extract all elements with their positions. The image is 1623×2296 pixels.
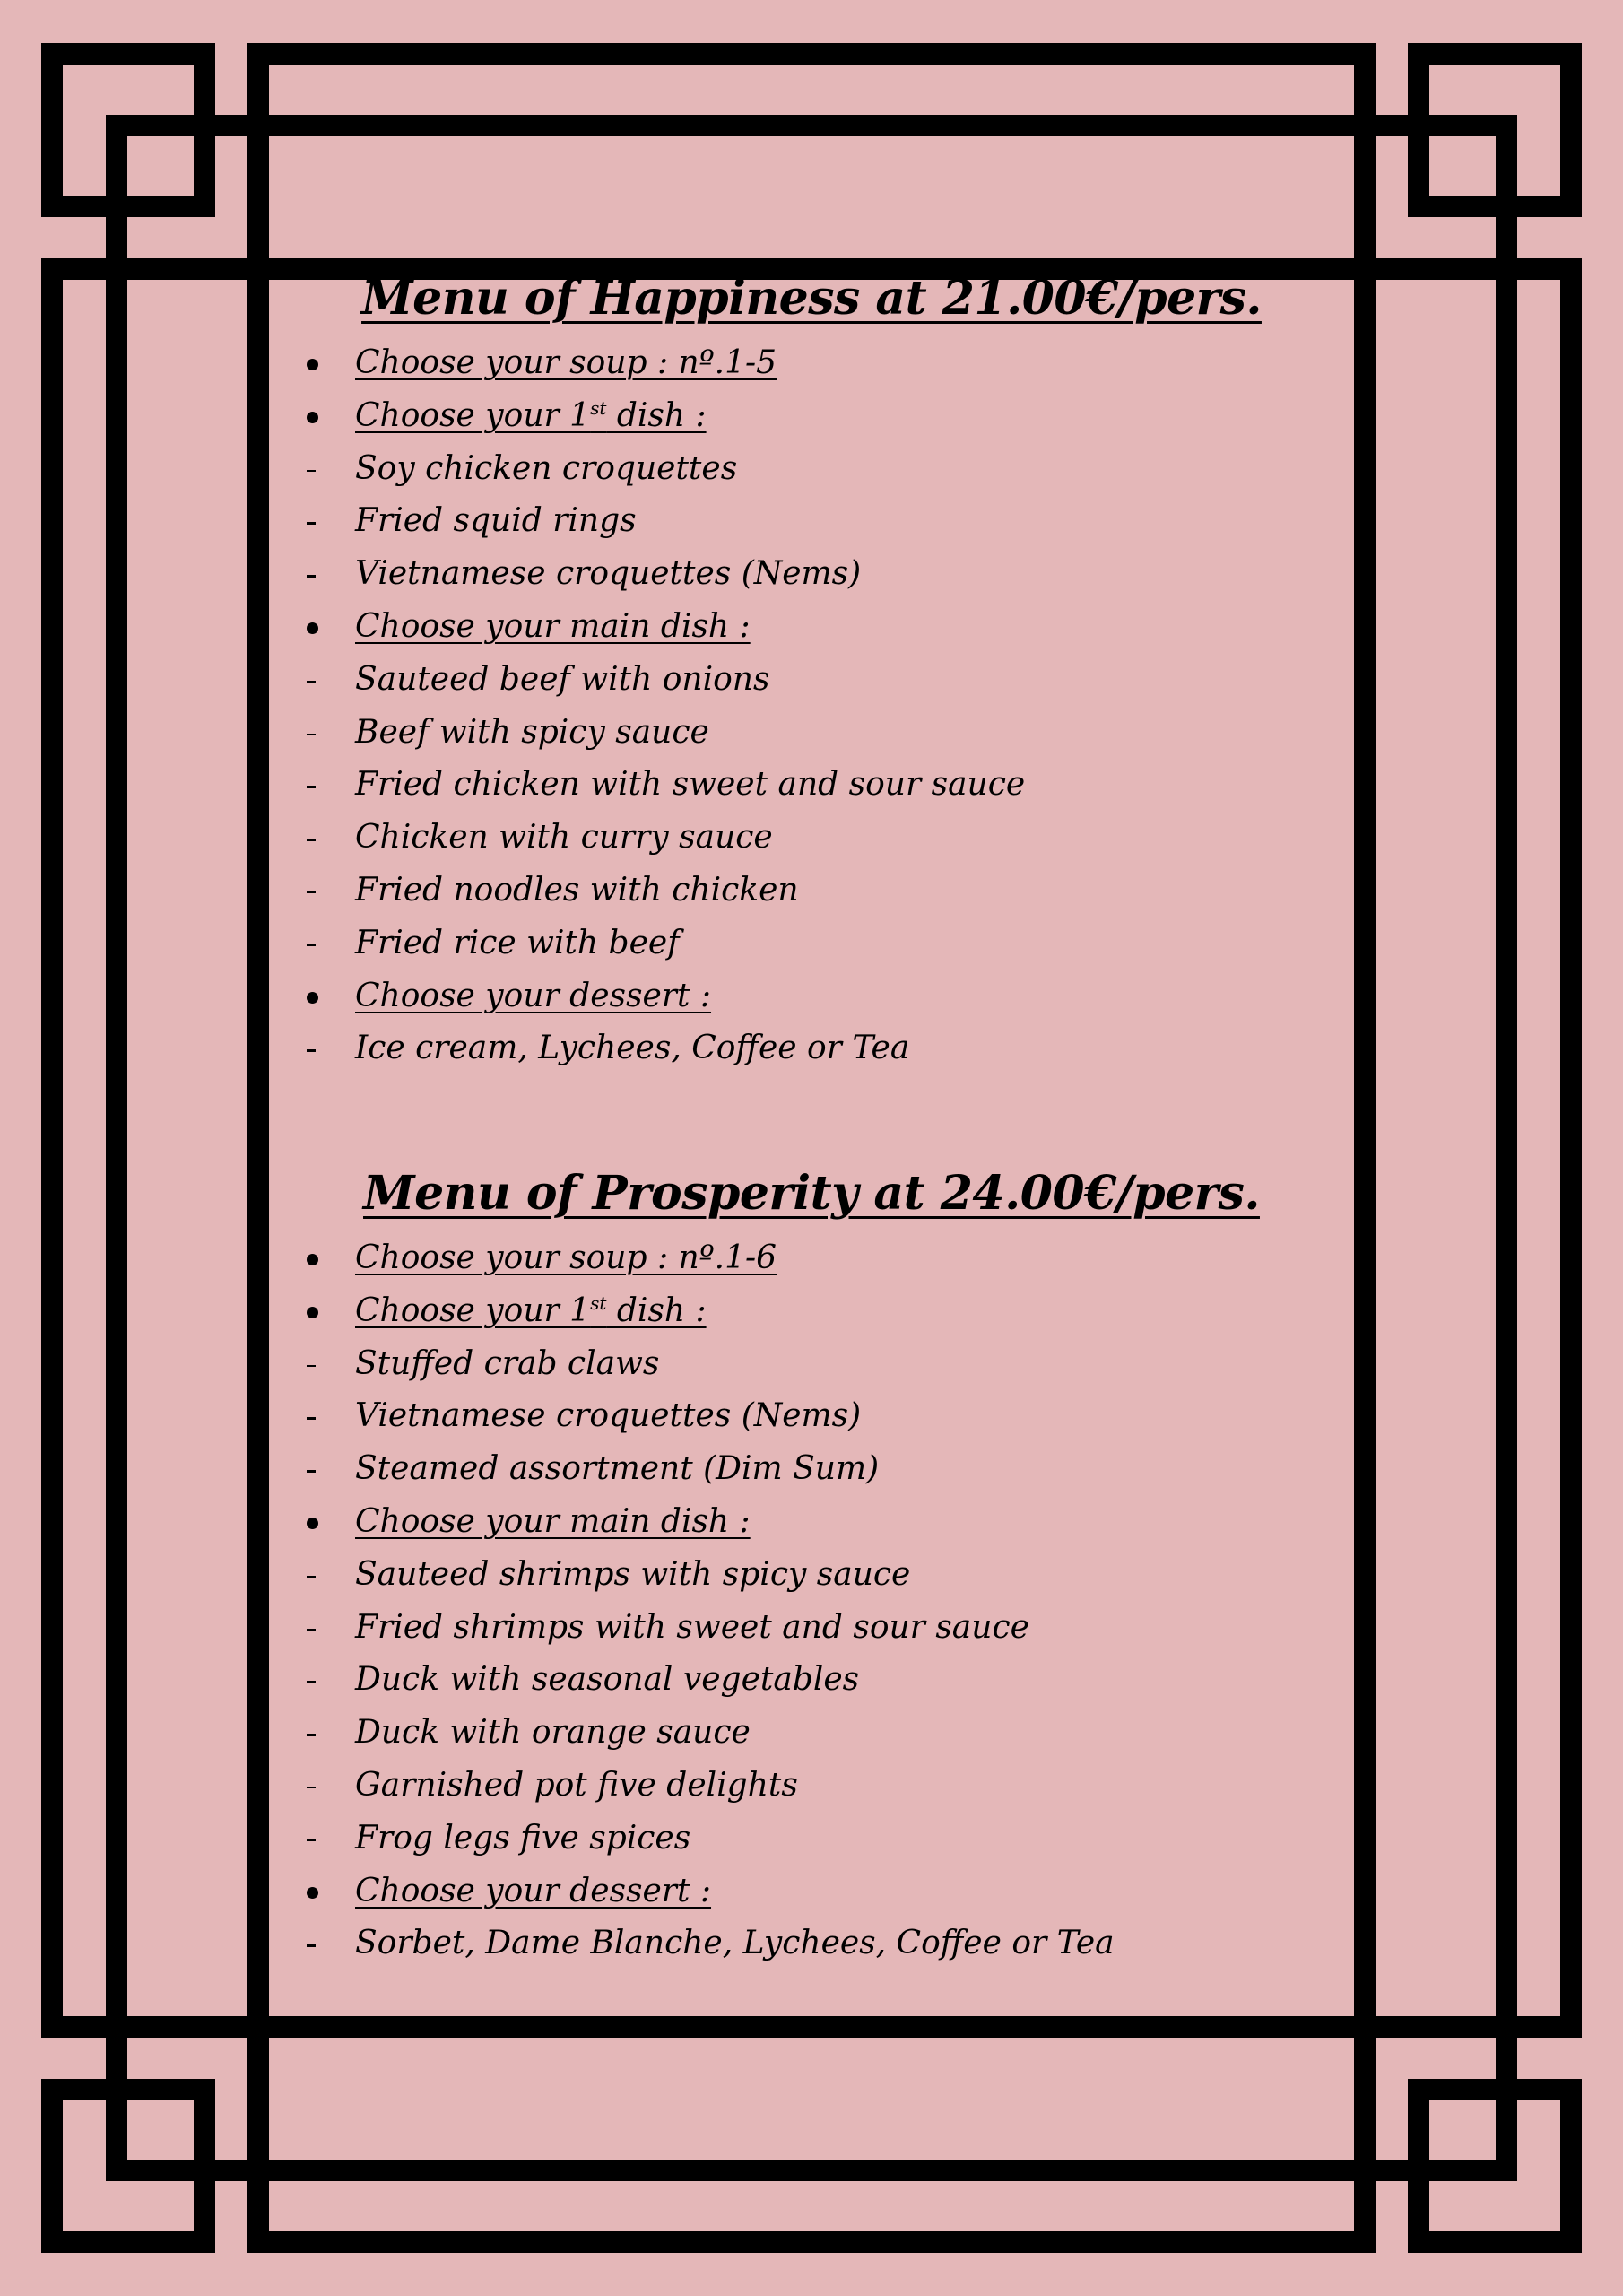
item-text: Choose your soup : nº.1-6	[355, 1239, 777, 1276]
course-heading	[0, 1496, 1623, 1549]
item-text: Garnished pot five delights	[355, 1766, 798, 1804]
item-text: Frog legs five spices	[355, 1819, 691, 1857]
dish-item	[0, 443, 1623, 496]
item-text: Ice cream, Lychees, Coffee or Tea	[355, 1030, 910, 1067]
item-text: Choose your dessert :	[355, 977, 712, 1014]
dish-item	[0, 1022, 1623, 1075]
menu-list	[0, 337, 1623, 1075]
item-text: Choose your main dish :	[355, 607, 751, 645]
dish-item	[0, 759, 1623, 812]
item-text: Fried squid rings	[355, 502, 637, 540]
item-text	[355, 1292, 707, 1329]
dish-item	[0, 1918, 1623, 1970]
dish-item	[0, 548, 1623, 601]
menu-list	[0, 1232, 1623, 1970]
dish-item	[0, 812, 1623, 865]
dish-item	[0, 918, 1623, 970]
dish-item	[0, 865, 1623, 918]
course-heading	[0, 1232, 1623, 1285]
item-text-part: dish :	[606, 1292, 707, 1329]
dish-item	[0, 1338, 1623, 1391]
menu-title: Menu of Happiness at 21.00€/pers.	[361, 271, 1262, 326]
ordinal-suffix: st	[590, 1292, 607, 1314]
dish-item	[0, 1443, 1623, 1496]
course-heading	[0, 1866, 1623, 1918]
item-text	[355, 397, 707, 434]
item-text-part: dish :	[606, 396, 707, 434]
item-text: Fried rice with beef	[355, 924, 680, 961]
dish-item	[0, 707, 1623, 760]
item-text: Beef with spicy sauce	[355, 713, 709, 751]
item-text: Fried shrimps with sweet and sour sauce	[355, 1608, 1029, 1646]
dish-item	[0, 654, 1623, 707]
course-heading	[0, 601, 1623, 654]
dish-item	[0, 1760, 1623, 1813]
item-text: Choose your main dish :	[355, 1502, 751, 1540]
item-text: Fried chicken with sweet and sour sauce	[355, 766, 1026, 804]
item-text: Choose your soup : nº.1-5	[355, 344, 777, 381]
dish-item	[0, 1654, 1623, 1707]
item-text: Soy chicken croquettes	[355, 449, 738, 487]
item-text: Sauteed beef with onions	[355, 660, 770, 698]
item-text: Sauteed shrimps with spicy sauce	[355, 1555, 911, 1593]
menu-title: Menu of Prosperity at 24.00€/pers.	[363, 1166, 1260, 1221]
item-text: Stuffed crab claws	[355, 1344, 660, 1382]
item-text-part: Choose your 1	[355, 396, 591, 434]
item-text-part: Choose your 1	[355, 1292, 591, 1329]
item-text: Steamed assortment (Dim Sum)	[355, 1450, 880, 1488]
course-heading	[0, 390, 1623, 443]
item-text: Choose your dessert :	[355, 1872, 712, 1909]
dish-item	[0, 1707, 1623, 1760]
item-text: Vietnamese croquettes (Nems)	[355, 555, 862, 593]
course-heading	[0, 337, 1623, 390]
dish-item	[0, 495, 1623, 548]
dish-item	[0, 1813, 1623, 1866]
menu-section-prosperity	[0, 1162, 1623, 1970]
item-text: Duck with seasonal vegetables	[355, 1661, 860, 1699]
dish-item	[0, 1549, 1623, 1602]
item-text: Vietnamese croquettes (Nems)	[355, 1397, 862, 1435]
dish-item	[0, 1602, 1623, 1655]
dish-item	[0, 1390, 1623, 1443]
item-text: Fried noodles with chicken	[355, 871, 799, 909]
menu-section-happiness	[0, 267, 1623, 1075]
course-heading	[0, 1285, 1623, 1338]
ordinal-suffix: st	[590, 396, 607, 419]
course-heading	[0, 970, 1623, 1023]
item-text: Duck with orange sauce	[355, 1714, 751, 1752]
item-text: Sorbet, Dame Blanche, Lychees, Coffee or Tea	[355, 1925, 1115, 1962]
item-text: Chicken with curry sauce	[355, 819, 773, 857]
